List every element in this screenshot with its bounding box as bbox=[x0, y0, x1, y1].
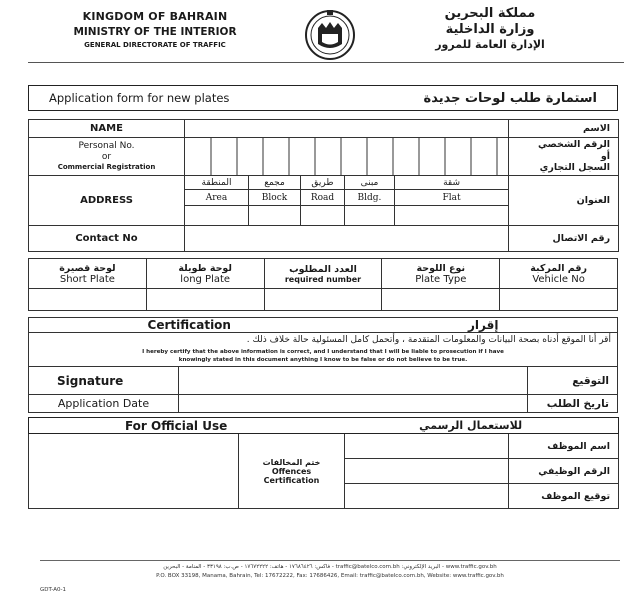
plates-table bbox=[28, 258, 618, 311]
directorate-en: GENERAL DIRECTORATE OF TRAFFIC bbox=[84, 41, 226, 49]
area-field[interactable] bbox=[185, 206, 249, 226]
letterhead-english bbox=[40, 10, 270, 49]
personal-label-ar-1: الرقم الشخصي bbox=[538, 138, 611, 150]
footer-divider bbox=[40, 560, 620, 561]
personal-label-ar bbox=[509, 138, 619, 176]
official-use-title: For Official Use bbox=[124, 418, 228, 433]
plate-type-field[interactable] bbox=[382, 289, 500, 311]
personal-number-field[interactable] bbox=[185, 138, 509, 176]
certification-text-ar: أقر أنا الموقع أدناه بصحة البيانات والمعلومات المتقدمة ، وأتحمل كامل المسئولية حالة خلاف ذلك . bbox=[246, 335, 611, 346]
form-code: GDT-A0-1 bbox=[40, 587, 66, 593]
form-title-box bbox=[28, 85, 618, 111]
road-label: Road bbox=[301, 190, 345, 206]
bahrain-emblem-icon bbox=[300, 6, 360, 62]
name-field[interactable] bbox=[185, 120, 509, 138]
personal-label-3: Commercial Registration bbox=[57, 163, 156, 172]
offences-certification-label bbox=[239, 434, 345, 509]
address-label-ar: العنوان bbox=[509, 176, 619, 226]
personal-label-ar-2: أو bbox=[600, 150, 611, 162]
block-label-ar: مجمع bbox=[249, 176, 301, 190]
certification-text-en bbox=[29, 347, 617, 366]
signature-label: Signature bbox=[29, 367, 179, 395]
application-date-row bbox=[29, 395, 618, 413]
signature-field[interactable] bbox=[179, 367, 528, 395]
official-row-1 bbox=[29, 434, 619, 459]
long-plate-label-ar: لوحة طويلة bbox=[178, 262, 232, 274]
address-ar-row bbox=[29, 176, 619, 190]
personal-label-2: or bbox=[101, 152, 112, 163]
directorate-ar: الإدارة العامة للمرور bbox=[435, 38, 545, 51]
contact-field[interactable] bbox=[185, 226, 509, 252]
header-divider bbox=[28, 62, 624, 63]
long-plate-header bbox=[146, 259, 264, 289]
application-date-field[interactable] bbox=[179, 395, 528, 413]
letterhead-arabic bbox=[390, 6, 590, 51]
block-field[interactable] bbox=[249, 206, 301, 226]
kingdom-ar: مملكة البحرين bbox=[444, 6, 536, 21]
ministry-en: MINISTRY OF THE INTERIOR bbox=[73, 26, 237, 38]
letterhead bbox=[0, 0, 640, 70]
vehicle-no-label-ar: رقم المركبة bbox=[530, 262, 587, 274]
name-row bbox=[29, 120, 619, 138]
footer-contact-ar: www.traffic.gov.bh - البريد الإلكتروني: traffic@batelco.com.bh - فاكس: ١٧٦٨٦٤٢٦ - هاتف: ١٧٦٧٢٢٢٢ - ص.ب: ٣٣١٩٨ - المنامة - البحرين bbox=[163, 564, 497, 570]
plates-header-row bbox=[29, 259, 618, 289]
road-label-ar: طريق bbox=[301, 176, 345, 190]
short-plate-label: Short Plate bbox=[59, 273, 115, 285]
area-label: Area bbox=[185, 190, 249, 206]
personal-label-1: Personal No. bbox=[78, 140, 135, 151]
official-header-row bbox=[29, 418, 619, 434]
contact-label: Contact No bbox=[29, 226, 185, 252]
ministry-ar: وزارة الداخلية bbox=[445, 22, 535, 37]
personal-label bbox=[29, 138, 185, 176]
contact-label-ar: رقم الاتصال bbox=[509, 226, 619, 252]
employee-signature-label-ar: توقيع الموظف bbox=[509, 484, 619, 509]
name-label-ar: الاسم bbox=[509, 120, 619, 138]
certification-title-ar: إقرار bbox=[468, 318, 499, 332]
signature-row bbox=[29, 367, 618, 395]
long-plate-field[interactable] bbox=[146, 289, 264, 311]
flat-label: Flat bbox=[395, 190, 509, 206]
offences-label-1: Offences bbox=[271, 466, 312, 476]
employee-name-field[interactable] bbox=[345, 434, 509, 459]
application-date-label-ar: تاريخ الطلب bbox=[528, 395, 618, 413]
employee-signature-field[interactable] bbox=[345, 484, 509, 509]
footer-contact-en: P.O. BOX 33198, Manama, Bahrain, Tel: 17672222, Fax: 17686426, Email: traffic@batelco.com.bh, Website: www.traffic.gov.bh bbox=[156, 573, 504, 579]
flat-field[interactable] bbox=[395, 206, 509, 226]
name-label: NAME bbox=[29, 120, 185, 138]
certification-header bbox=[29, 318, 618, 333]
personal-row bbox=[29, 138, 619, 176]
short-plate-field[interactable] bbox=[29, 289, 147, 311]
application-form bbox=[28, 85, 618, 509]
block-label: Block bbox=[249, 190, 301, 206]
form-title-ar: استمارة طلب لوحات جديدة bbox=[423, 90, 597, 106]
application-date-label: Application Date bbox=[29, 395, 179, 413]
official-use-table bbox=[28, 417, 619, 509]
plates-values-row bbox=[29, 289, 618, 311]
required-number-label-ar: العدد المطلوب bbox=[289, 263, 357, 275]
form-title-en: Application form for new plates bbox=[49, 91, 230, 105]
vehicle-no-field[interactable] bbox=[500, 289, 618, 311]
short-plate-label-ar: لوحة قصيرة bbox=[59, 262, 116, 274]
certification-table bbox=[28, 317, 618, 413]
contact-row bbox=[29, 226, 619, 252]
official-notes-area[interactable] bbox=[29, 434, 239, 509]
required-number-field[interactable] bbox=[264, 289, 382, 311]
employee-number-field[interactable] bbox=[345, 459, 509, 484]
certification-text bbox=[29, 333, 618, 367]
road-field[interactable] bbox=[301, 206, 345, 226]
vehicle-no-header bbox=[500, 259, 618, 289]
address-label: ADDRESS bbox=[29, 176, 185, 226]
certification-text-row bbox=[29, 333, 618, 367]
official-header bbox=[29, 418, 619, 434]
plate-type-header bbox=[382, 259, 500, 289]
short-plate-header bbox=[29, 259, 147, 289]
applicant-table bbox=[28, 119, 619, 252]
certification-header-row bbox=[29, 318, 618, 333]
flat-label-ar: شقة bbox=[395, 176, 509, 190]
signature-label-ar: التوقيع bbox=[528, 367, 618, 395]
page-footer bbox=[40, 560, 620, 593]
required-number-label: required number bbox=[284, 274, 362, 284]
required-number-header bbox=[264, 259, 382, 289]
area-label-ar: المنطقة bbox=[185, 176, 249, 190]
building-field[interactable] bbox=[345, 206, 395, 226]
certification-text-en-2: knowingly stated in this document anything I know to be false or do not believe to be true. bbox=[178, 356, 468, 363]
offences-label-2: Certification bbox=[263, 475, 320, 485]
official-use-title-ar: للاستعمال الرسمي bbox=[419, 418, 523, 432]
certification-title: Certification bbox=[147, 318, 231, 332]
plate-type-label: Plate Type bbox=[415, 273, 467, 285]
certification-text-en-1: I hereby certify that the above information is correct, and I understand that I will be liable to prosecution if I have bbox=[142, 349, 504, 356]
vehicle-no-label: Vehicle No bbox=[532, 273, 585, 285]
offences-label-ar: ختم المخالفات bbox=[262, 457, 321, 467]
building-label-ar: مبنى bbox=[345, 176, 395, 190]
employee-name-label-ar: اسم الموظف bbox=[509, 434, 619, 459]
kingdom-en: KINGDOM OF BAHRAIN bbox=[82, 10, 228, 23]
long-plate-label: long Plate bbox=[180, 273, 231, 285]
employee-number-label-ar: الرقم الوظيفي bbox=[509, 459, 619, 484]
building-label: Bldg. bbox=[345, 190, 395, 206]
plate-type-label-ar: نوع اللوحة bbox=[416, 262, 466, 274]
personal-label-ar-3: السجل التجاري bbox=[539, 162, 611, 174]
